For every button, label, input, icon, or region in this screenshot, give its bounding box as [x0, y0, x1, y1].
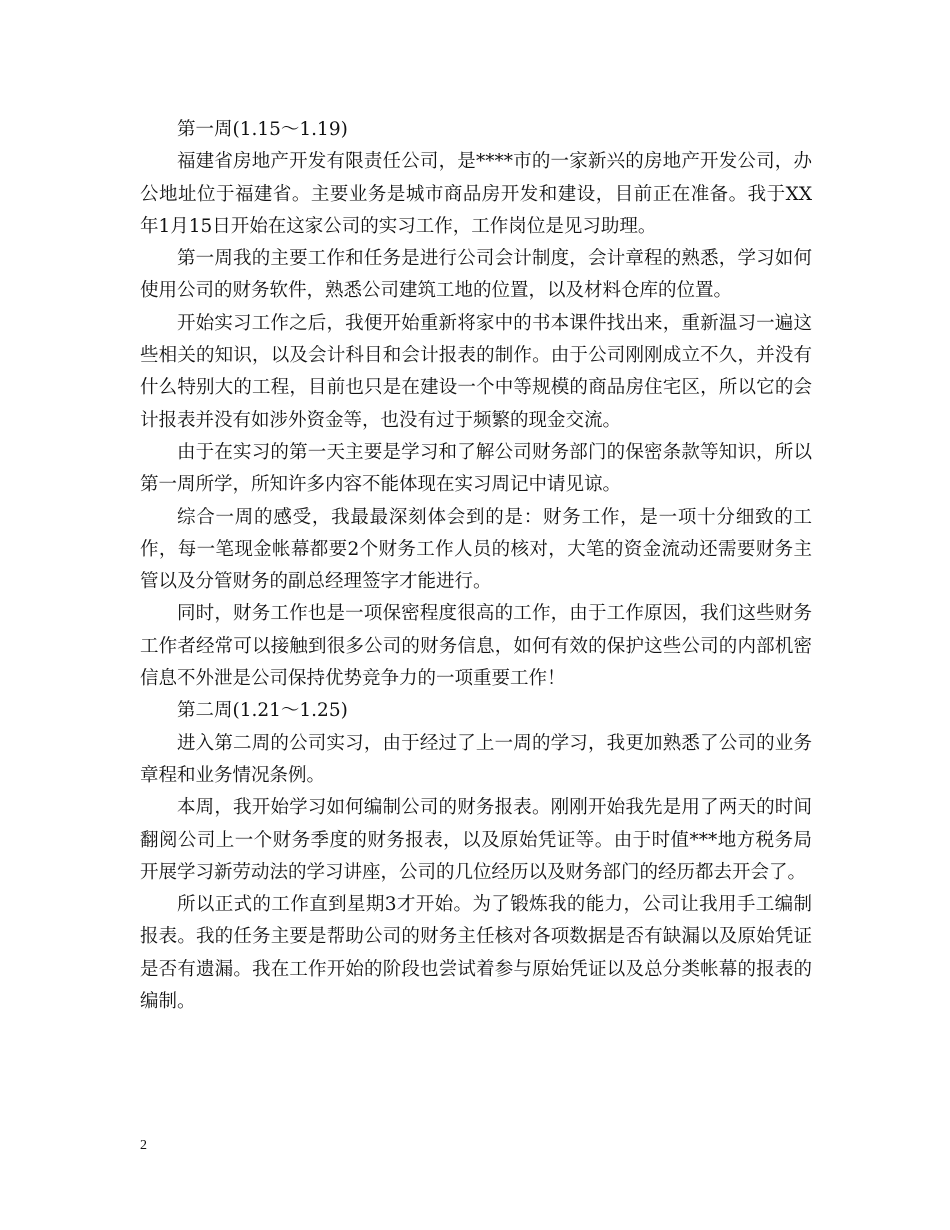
week1-paragraph-3: 开始实习工作之后，我便开始重新将家中的书本课件找出来，重新温习一遍这些相关的知识，以及会计科目和会计报表的制作。由于公司刚刚成立不久，并没有什么特别大的工程，目前也只是在建设一个中等规模的商品房住宅区，所以它的会计报表并没有如涉外资金等，也没有过于频繁的现金交流。	[140, 312, 812, 431]
week1-heading: 第一周(1.15～1.19)	[177, 119, 348, 140]
document-body	[140, 114, 812, 1018]
week1-paragraph-5: 综合一周的感受，我最最深刻体会到的是：财务工作，是一项十分细致的工作，每一笔现金帐幕都要2个财务工作人员的核对，大笔的资金流动还需要财务主管以及分管财务的副总经理签字才能进行。	[140, 506, 812, 593]
week2-paragraph-3: 所以正式的工作直到星期3才开始。为了锻炼我的能力，公司让我用手工编制报表。我的任务主要是帮助公司的财务主任核对各项数据是否有缺漏以及原始凭证是否有遗漏。我在工作开始的阶段也尝试着参与原始凭证以及总分类帐幕的报表的编制。	[140, 894, 812, 1013]
week1-paragraph-2: 第一周我的主要工作和任务是进行公司会计制度，会计章程的熟悉，学习如何使用公司的财务软件，熟悉公司建筑工地的位置，以及材料仓库的位置。	[140, 248, 812, 302]
week1-paragraph-1: 福建省房地产开发有限责任公司，是****市的一家新兴的房地产开发公司，办公地址位于福建省。主要业务是城市商品房开发和建设，目前正在准备。我于XX年1月15日开始在这家公司的实习工作，工作岗位是见习助理。	[140, 151, 812, 237]
week2-paragraph-2: 本周，我开始学习如何编制公司的财务报表。刚刚开始我先是用了两天的时间翻阅公司上一个财务季度的财务报表，以及原始凭证等。由于时值***地方税务局开展学习新劳动法的学习讲座，公司的几位经历以及财务部门的经历都去开会了。	[140, 797, 812, 883]
page-number: 2	[140, 1138, 147, 1153]
week2-paragraph-1: 进入第二周的公司实习，由于经过了上一周的学习，我更加熟悉了公司的业务章程和业务情况条例。	[140, 732, 812, 786]
week1-paragraph-6: 同时，财务工作也是一项保密程度很高的工作，由于工作原因，我们这些财务工作者经常可以接触到很多公司的财务信息，如何有效的保护这些公司的内部机密信息不外泄是公司保持优势竞争力的一项重要工作！	[140, 603, 812, 690]
week1-paragraph-4: 由于在实习的第一天主要是学习和了解公司财务部门的保密条款等知识，所以第一周所学，所知许多内容不能体现在实习周记中请见谅。	[140, 441, 812, 496]
week2-heading: 第二周(1.21～1.25)	[177, 700, 348, 722]
